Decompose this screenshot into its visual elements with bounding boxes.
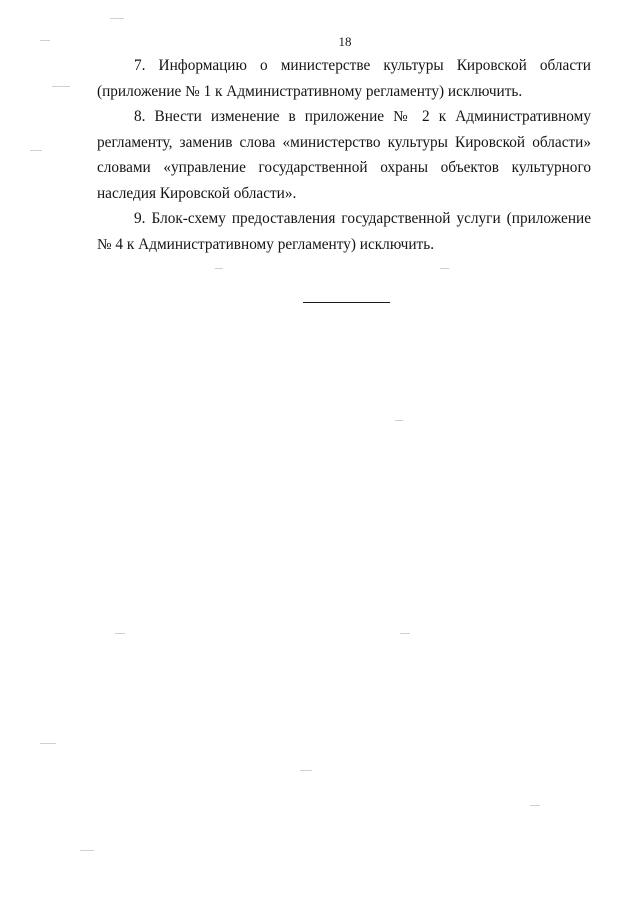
scan-noise — [40, 40, 50, 41]
paragraph-item-7: 7. Информацию о министерстве культуры Кировской области (приложение № 1 к Административному регламенту) исключить. — [97, 57, 591, 100]
document-body — [97, 53, 591, 257]
scan-noise — [80, 850, 94, 851]
scan-noise — [52, 86, 70, 87]
page-number: 18 — [338, 34, 352, 49]
scan-noise — [30, 150, 42, 151]
scan-noise — [400, 633, 410, 634]
scan-noise — [40, 743, 56, 744]
scan-noise — [110, 18, 124, 19]
scan-noise — [440, 268, 449, 269]
scan-noise — [115, 633, 125, 634]
scan-noise — [215, 268, 223, 269]
paragraph-item-9: 9. Блок-схему предоставления государственной услуги (приложение № 4 к Административному регламенту) исключить. — [97, 210, 591, 253]
scan-noise — [395, 420, 403, 421]
end-of-text-rule — [303, 302, 390, 303]
paragraph-item-8: 8. Внести изменение в приложение № 2 к Административному регламенту, заменив слова «министерство культуры Кировской области» словами «управление государственной охраны объектов культурного наследия Кировской области». — [97, 108, 591, 202]
scan-noise — [300, 770, 312, 771]
scan-noise — [530, 805, 540, 806]
